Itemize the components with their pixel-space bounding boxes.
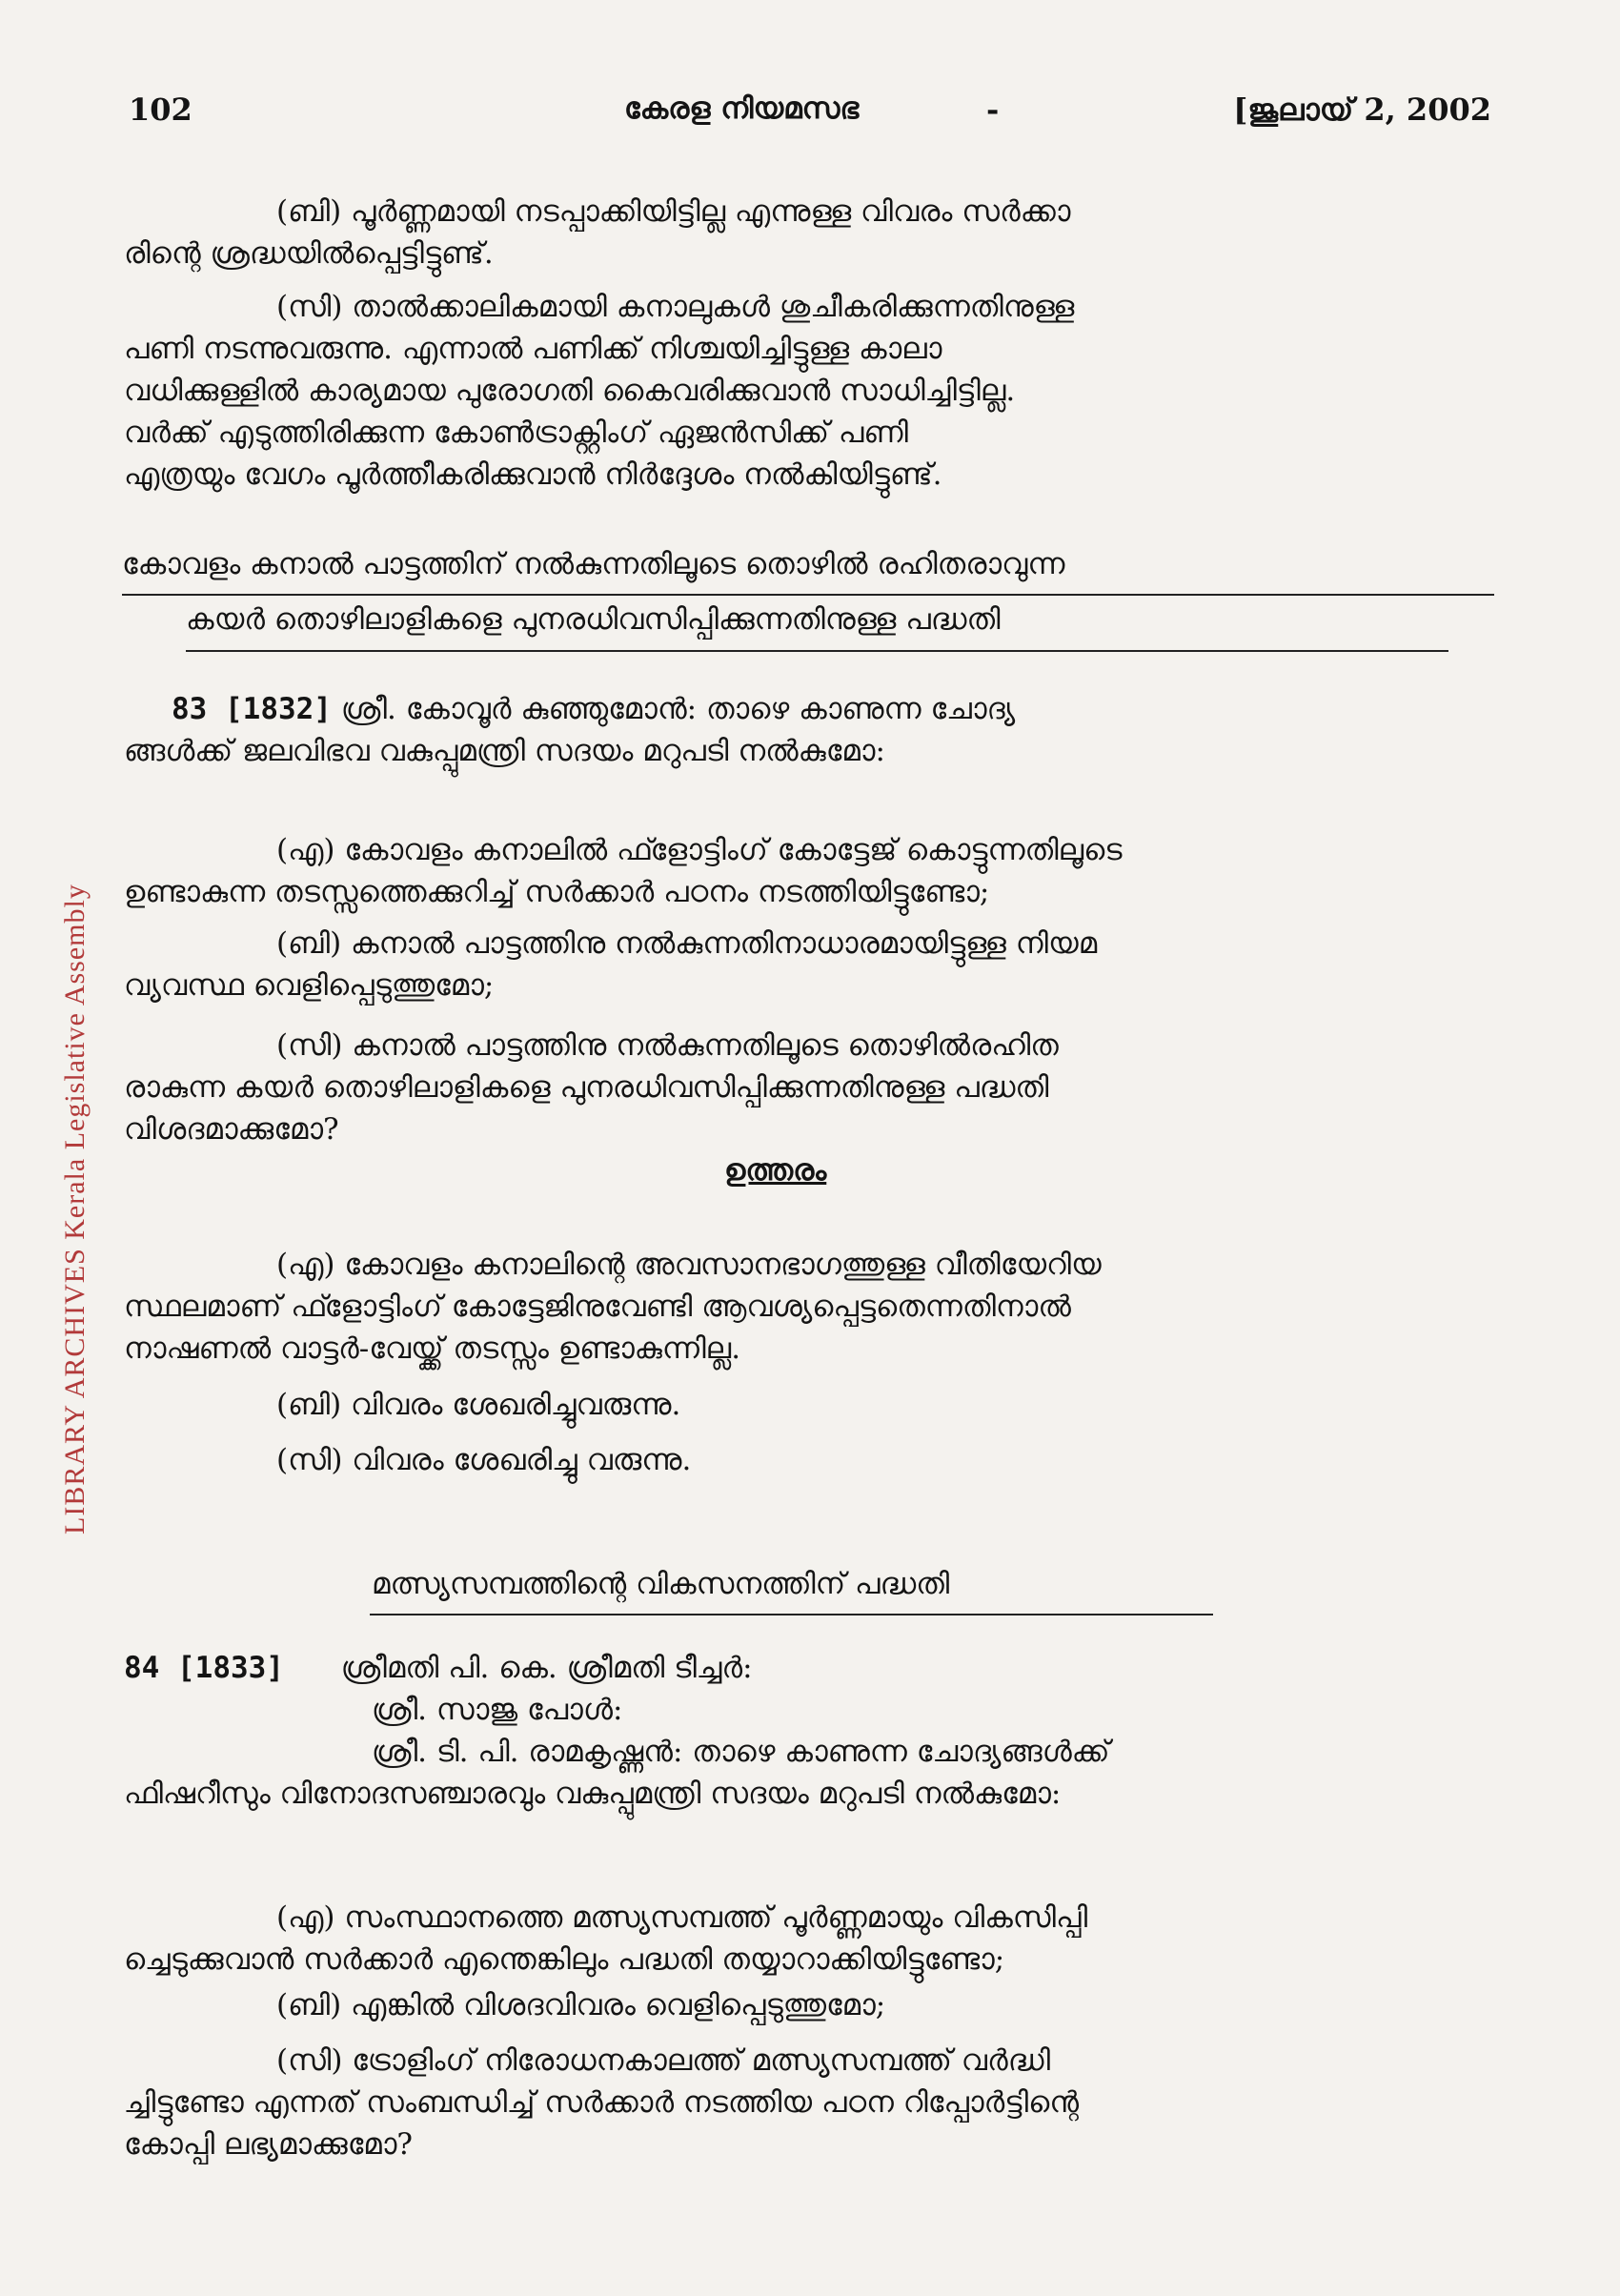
text-line: (സി) താൽക്കാലികമായി കനാലുകൾ ശുചീകരിക്കുന്നതിനുള്ള xyxy=(276,290,1075,324)
text-line: (സി) കനാൽ പാട്ടത്തിനു നൽകുന്നതിലൂടെ തൊഴിൽരഹിത xyxy=(276,1028,1059,1063)
heading-rule xyxy=(370,1614,1213,1615)
page-header xyxy=(129,91,1491,139)
question-number: 83 [1832] xyxy=(172,692,332,726)
section-heading: കയർ തൊഴിലാളികളെ പുനരധിവസിപ്പിക്കുന്നതിനുള്ള പദ്ധതി xyxy=(186,602,1001,637)
question-84-part-b: (ബി) എങ്കിൽ വിശദവിവരം വെളിപ്പെടുത്തുമോ; xyxy=(276,1988,886,2022)
text-line: എത്രയും വേഗം പൂർത്തീകരിക്കുവാൻ നിർദ്ദേശം നൽകിയിട്ടുണ്ട്. xyxy=(124,457,942,492)
archive-watermark: LIBRARY ARCHIVES Kerala Legislative Assembly xyxy=(59,884,91,1534)
answer-83-part-c: (സി) വിവരം ശേഖരിച്ചു വരുന്നു. xyxy=(276,1443,692,1477)
question-84-part-c xyxy=(124,2040,1506,2165)
text-line: പണി നടന്നുവരുന്നു. എന്നാൽ പണിക്ക് നിശ്ചയിച്ചിട്ടുള്ള കാലാ xyxy=(124,332,942,366)
question-84 xyxy=(124,1647,1506,1815)
text-line: കോപ്പി ലഭ്യമാക്കുമോ? xyxy=(124,2127,414,2162)
prev-answer-b xyxy=(124,191,1506,274)
text-line: നാഷണൽ വാട്ടർ-വേയ്ക്ക് തടസ്സം ഉണ്ടാകുന്നില്ല. xyxy=(124,1331,741,1366)
text-line: വർക്ക് എടുത്തിരിക്കുന്ന കോൺട്രാക്റ്റിംഗ് ഏജൻസിക്ക് പണി xyxy=(124,416,909,450)
text-line: ച്ചിട്ടുണ്ടോ എന്നത് സംബന്ധിച്ച് സർക്കാർ നടത്തിയ പഠന റിപ്പോർട്ടിന്റെ xyxy=(124,2085,1080,2120)
text-line: (എ) കോവളം കനാലിന്റെ അവസാനഭാഗത്തുള്ള വീതിയേറിയ xyxy=(276,1248,1102,1282)
question-84-part-a xyxy=(124,1897,1506,1981)
text-line: ച്ചെടുക്കുവാൻ സർക്കാർ എന്തെങ്കിലും പദ്ധതി തയ്യാറാക്കിയിട്ടുണ്ടോ; xyxy=(124,1942,1005,1977)
text-line: സ്ഥലമാണ് ഫ്ളോട്ടിംഗ് കോട്ടേജിനുവേണ്ടി ആവശ്യപ്പെട്ടതെന്നതിനാൽ xyxy=(124,1290,1071,1324)
text-line: (സി) ട്രോളിംഗ് നിരോധനകാലത്ത് മത്സ്യസമ്പത്ത് വർദ്ധി xyxy=(276,2043,1051,2078)
text-line: ഫിഷറീസും വിനോദസഞ്ചാരവും വകുപ്പുമന്ത്രി സദയം മറുപടി നൽകുമോ: xyxy=(124,1777,1062,1811)
text-line: വ്യവസ്ഥ വെളിപ്പെടുത്തുമോ; xyxy=(124,968,495,1003)
text-line: വിശദമാക്കുമോ? xyxy=(124,1112,339,1147)
page-number: 102 xyxy=(129,91,192,128)
text-line: (ബി) കനാൽ പാട്ടത്തിനു നൽകുന്നതിനാധാരമായിട്ടുള്ള നിയമ xyxy=(276,926,1098,961)
member-name: ശ്രീ. സാജു പോൾ: xyxy=(372,1693,623,1727)
text-line: ഉണ്ടാകുന്ന തടസ്സത്തെക്കുറിച്ച് സർക്കാർ പഠനം നടത്തിയിട്ടുണ്ടോ; xyxy=(124,875,990,909)
text-line: (എ) കോവളം കനാലിൽ ഫ്ളോട്ടിംഗ് കോട്ടേജ് കൊട്ടുന്നതിലൂടെ xyxy=(276,833,1123,867)
header-date: [ജൂലായ് 2, 2002 xyxy=(1233,91,1491,128)
member-name: ശ്രീ. ടി. പി. രാമകൃഷ്ണൻ: താഴെ കാണുന്ന ചോദ്യങ്ങൾക്ക് xyxy=(372,1735,1110,1769)
question-number: 84 [1833] xyxy=(124,1651,284,1685)
text-line: (ബി) പൂർണ്ണമായി നടപ്പാക്കിയിട്ടില്ല എന്നുള്ള വിവരം സർക്കാ xyxy=(276,194,1071,229)
prev-answer-c xyxy=(124,286,1506,496)
heading-rule xyxy=(186,650,1448,652)
answer-label: ഉത്തരം xyxy=(724,1153,827,1188)
question-83 xyxy=(124,688,1506,772)
section-heading: കോവളം കനാൽ പാട്ടത്തിന് നൽകുന്നതിലൂടെ തൊഴിൽ രഹിതരാവുന്ന xyxy=(122,547,1065,581)
heading-rule xyxy=(122,594,1494,596)
answer-83-part-a xyxy=(124,1244,1506,1370)
question-83-part-a xyxy=(124,829,1506,913)
question-text: ശ്രീ. കോവൂർ കുഞ്ഞുമോൻ: താഴെ കാണുന്ന ചോദ്യ xyxy=(340,692,1016,726)
text-line: വധിക്കുള്ളിൽ കാര്യമായ പുരോഗതി കൈവരിക്കുവാൻ സാധിച്ചിട്ടില്ല. xyxy=(124,374,1016,408)
header-dash: - xyxy=(986,91,1000,128)
section-heading: മത്സ്യസമ്പത്തിന്റെ വികസനത്തിന് പദ്ധതി xyxy=(372,1567,950,1601)
header-title: കേരള നിയമസഭ xyxy=(624,91,860,126)
question-83-part-c xyxy=(124,1025,1506,1150)
answer-83-part-b: (ബി) വിവരം ശേഖരിച്ചുവരുന്നു. xyxy=(276,1388,681,1422)
text-line: (എ) സംസ്ഥാനത്തെ മത്സ്യസമ്പത്ത് പൂർണ്ണമായും വികസിപ്പി xyxy=(276,1900,1088,1935)
text-line: ങ്ങൾക്ക് ജലവിഭവ വകുപ്പുമന്ത്രി സദയം മറുപടി നൽകുമോ: xyxy=(124,734,885,768)
text-line: രിന്റെ ശ്രദ്ധയിൽപ്പെട്ടിട്ടുണ്ട്. xyxy=(124,236,494,271)
text-line: രാകുന്ന കയർ തൊഴിലാളികളെ പുനരധിവസിപ്പിക്കുന്നതിനുള്ള പദ്ധതി xyxy=(124,1070,1049,1105)
question-83-part-b xyxy=(124,923,1506,1006)
member-name: ശ്രീമതി പി. കെ. ശ്രീമതി ടീച്ചർ: xyxy=(340,1651,753,1685)
